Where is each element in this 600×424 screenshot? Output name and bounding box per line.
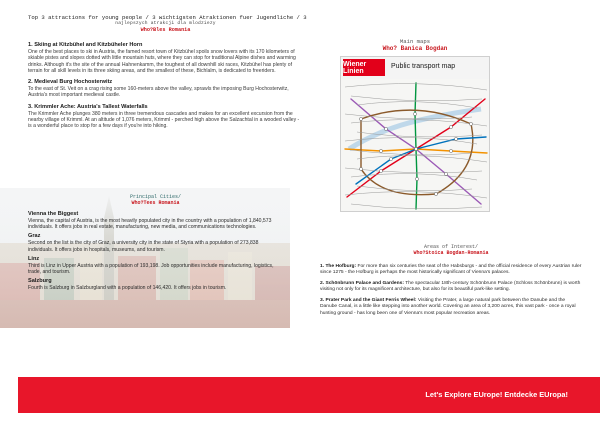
map-section [340, 38, 490, 212]
area-item [320, 281, 582, 293]
area-item [320, 298, 582, 316]
station-marker [379, 169, 382, 172]
city-name: Graz [28, 233, 41, 240]
station-marker [434, 192, 437, 195]
attraction-heading: 3. Krimmler Ache: Austria's Tallest Waterfalls [28, 103, 148, 110]
area-text: The spectacular 18th-century Schönbrunn Palace (Schloss Schönbrunn) is worth visiting not only for its magnificent architecture, but also for its beautiful park-like setting. [320, 281, 581, 293]
station-marker [359, 167, 362, 170]
areas-section [320, 244, 582, 322]
station-marker [469, 122, 472, 125]
city-item [28, 211, 283, 230]
cities-section [0, 188, 290, 328]
attractions-subtitle: najlepszych atrakcji dla mlodziezy [115, 21, 216, 26]
transport-map [340, 56, 490, 212]
city-name: Salzburg [28, 278, 52, 285]
cities-heading: Principal Cities/ [129, 194, 181, 200]
footer-banner [18, 377, 600, 413]
station-marker [379, 149, 382, 152]
cities-author: Who?Tees Romania [131, 200, 180, 206]
city-name: Vienna the Biggest [28, 211, 79, 217]
station-marker [449, 149, 452, 152]
attraction-item [28, 104, 303, 130]
station-marker [359, 117, 362, 120]
city-description: Third is Linz in Upper Austria with a population of 193,198. Job opportunities include manufacturing, logistics, trade, and tourism. [28, 262, 274, 276]
area-heading: 2. Schönbrunn Palace and Gardens: [320, 281, 404, 287]
city-item [28, 256, 283, 275]
station-marker [444, 172, 447, 175]
area-heading: 1. The Hofburg: [320, 264, 357, 269]
attraction-item [28, 79, 303, 99]
station-marker [389, 157, 392, 160]
city-description: Vienna, the capital of Austria, is the most heavily populated city in the country with a population of 1,840,573 individuals. It offers jobs in real estate, manufacturing, new media, and communications technologies. [28, 218, 272, 231]
station-marker [414, 147, 417, 150]
city-item [28, 278, 283, 291]
station-marker [454, 137, 457, 140]
areas-heading: Areas of Interest/ [423, 244, 478, 250]
attraction-heading: 2. Medieval Burg Hochosterwitz [28, 79, 113, 86]
area-item [320, 264, 582, 276]
transit-network-graphic [341, 79, 490, 212]
map-title: Public transport map [391, 63, 456, 70]
attraction-text: To the east of St. Veit on a crag rising some 160-meters above the valley, sprawls the imposing Burg Hochosterwitz, Austria's most important medieval castle. [28, 86, 289, 99]
city-item [28, 233, 283, 252]
station-marker [413, 112, 416, 115]
attraction-heading: 1. Skiing at Kitzbühel and Kitzbüheler Horn [28, 42, 143, 48]
station-marker [449, 125, 452, 128]
station-marker [384, 127, 387, 130]
attraction-text: The Krimmler Ache plunges 380 meters in three tremendous cascades and makes for an excellent excursion from the nearby village of Krimml. At an altitude of 1,076 meters, Krimml - perched high above the Salzachtal in a wooded valley - is a wonderful place to stop for a few days if you're into hiking. [28, 110, 300, 130]
footer-slogan: Let's Explore EUrope! Entdecke EUropa! [425, 390, 568, 399]
map-author: Who? Banica Bogdan [382, 45, 448, 52]
cities-content [28, 194, 283, 294]
city-description: Fourth is Salzburg in Salzburgland with a population of 146,420. It offers jobs in tourism. [28, 285, 227, 292]
attractions-title: Top 3 attractions for young people / 3 wichtigsten Atraktionen fuer Jugendliche / 3 [28, 14, 307, 21]
attraction-item [28, 42, 303, 74]
area-text: For more than six centuries the seat of the Habsburgs - and the official residence of every Austrian ruler since 1275 - the Hofburg is perhaps the most historically significant of Vienna's palaces. [320, 264, 582, 276]
area-text: Visiting the Prater, a large natural park between the Danube and the Danube Canal, is a little like stepping into another world. Covering an area of 3,200 acres, this vast park - once a royal hunting ground - has long been one of Vienna's most popular recreation areas. [320, 298, 576, 316]
city-name: Linz [28, 255, 40, 262]
area-heading: 3. Prater Park and the Giant Ferris Wheel: [320, 298, 417, 304]
areas-author: Who?Stoica Bogdan-Romania [413, 250, 489, 256]
attractions-section [28, 14, 307, 135]
attraction-text: One of the best places to ski in Austria, the famed resort town of Kitzbühel spoils snow lovers with its 170 kilometers of skiable pistes and slopes dotted with little mountain huts, where they can stop for traditional Alpine dishes and warming drinks. Although it's the site of the annual Hahnenkamm, the toughest of all downhill ski races, Kitzbühel has plenty of terrain for all skill levels in its three skiing areas, and the smallest of these, Bichlalm, is dedicated to freeriders. [28, 49, 296, 74]
city-description: Second on the list is the city of Graz, a university city in the state of Styria with a population of 273,838 individuals. It offers jobs in hospitals, museums, and tourism. [28, 240, 259, 253]
attractions-author: Who?Bles Romania [140, 27, 191, 33]
map-heading: Main maps [399, 38, 431, 45]
wiener-linien-logo: Wiener Linien [343, 59, 385, 76]
station-marker [415, 177, 418, 180]
